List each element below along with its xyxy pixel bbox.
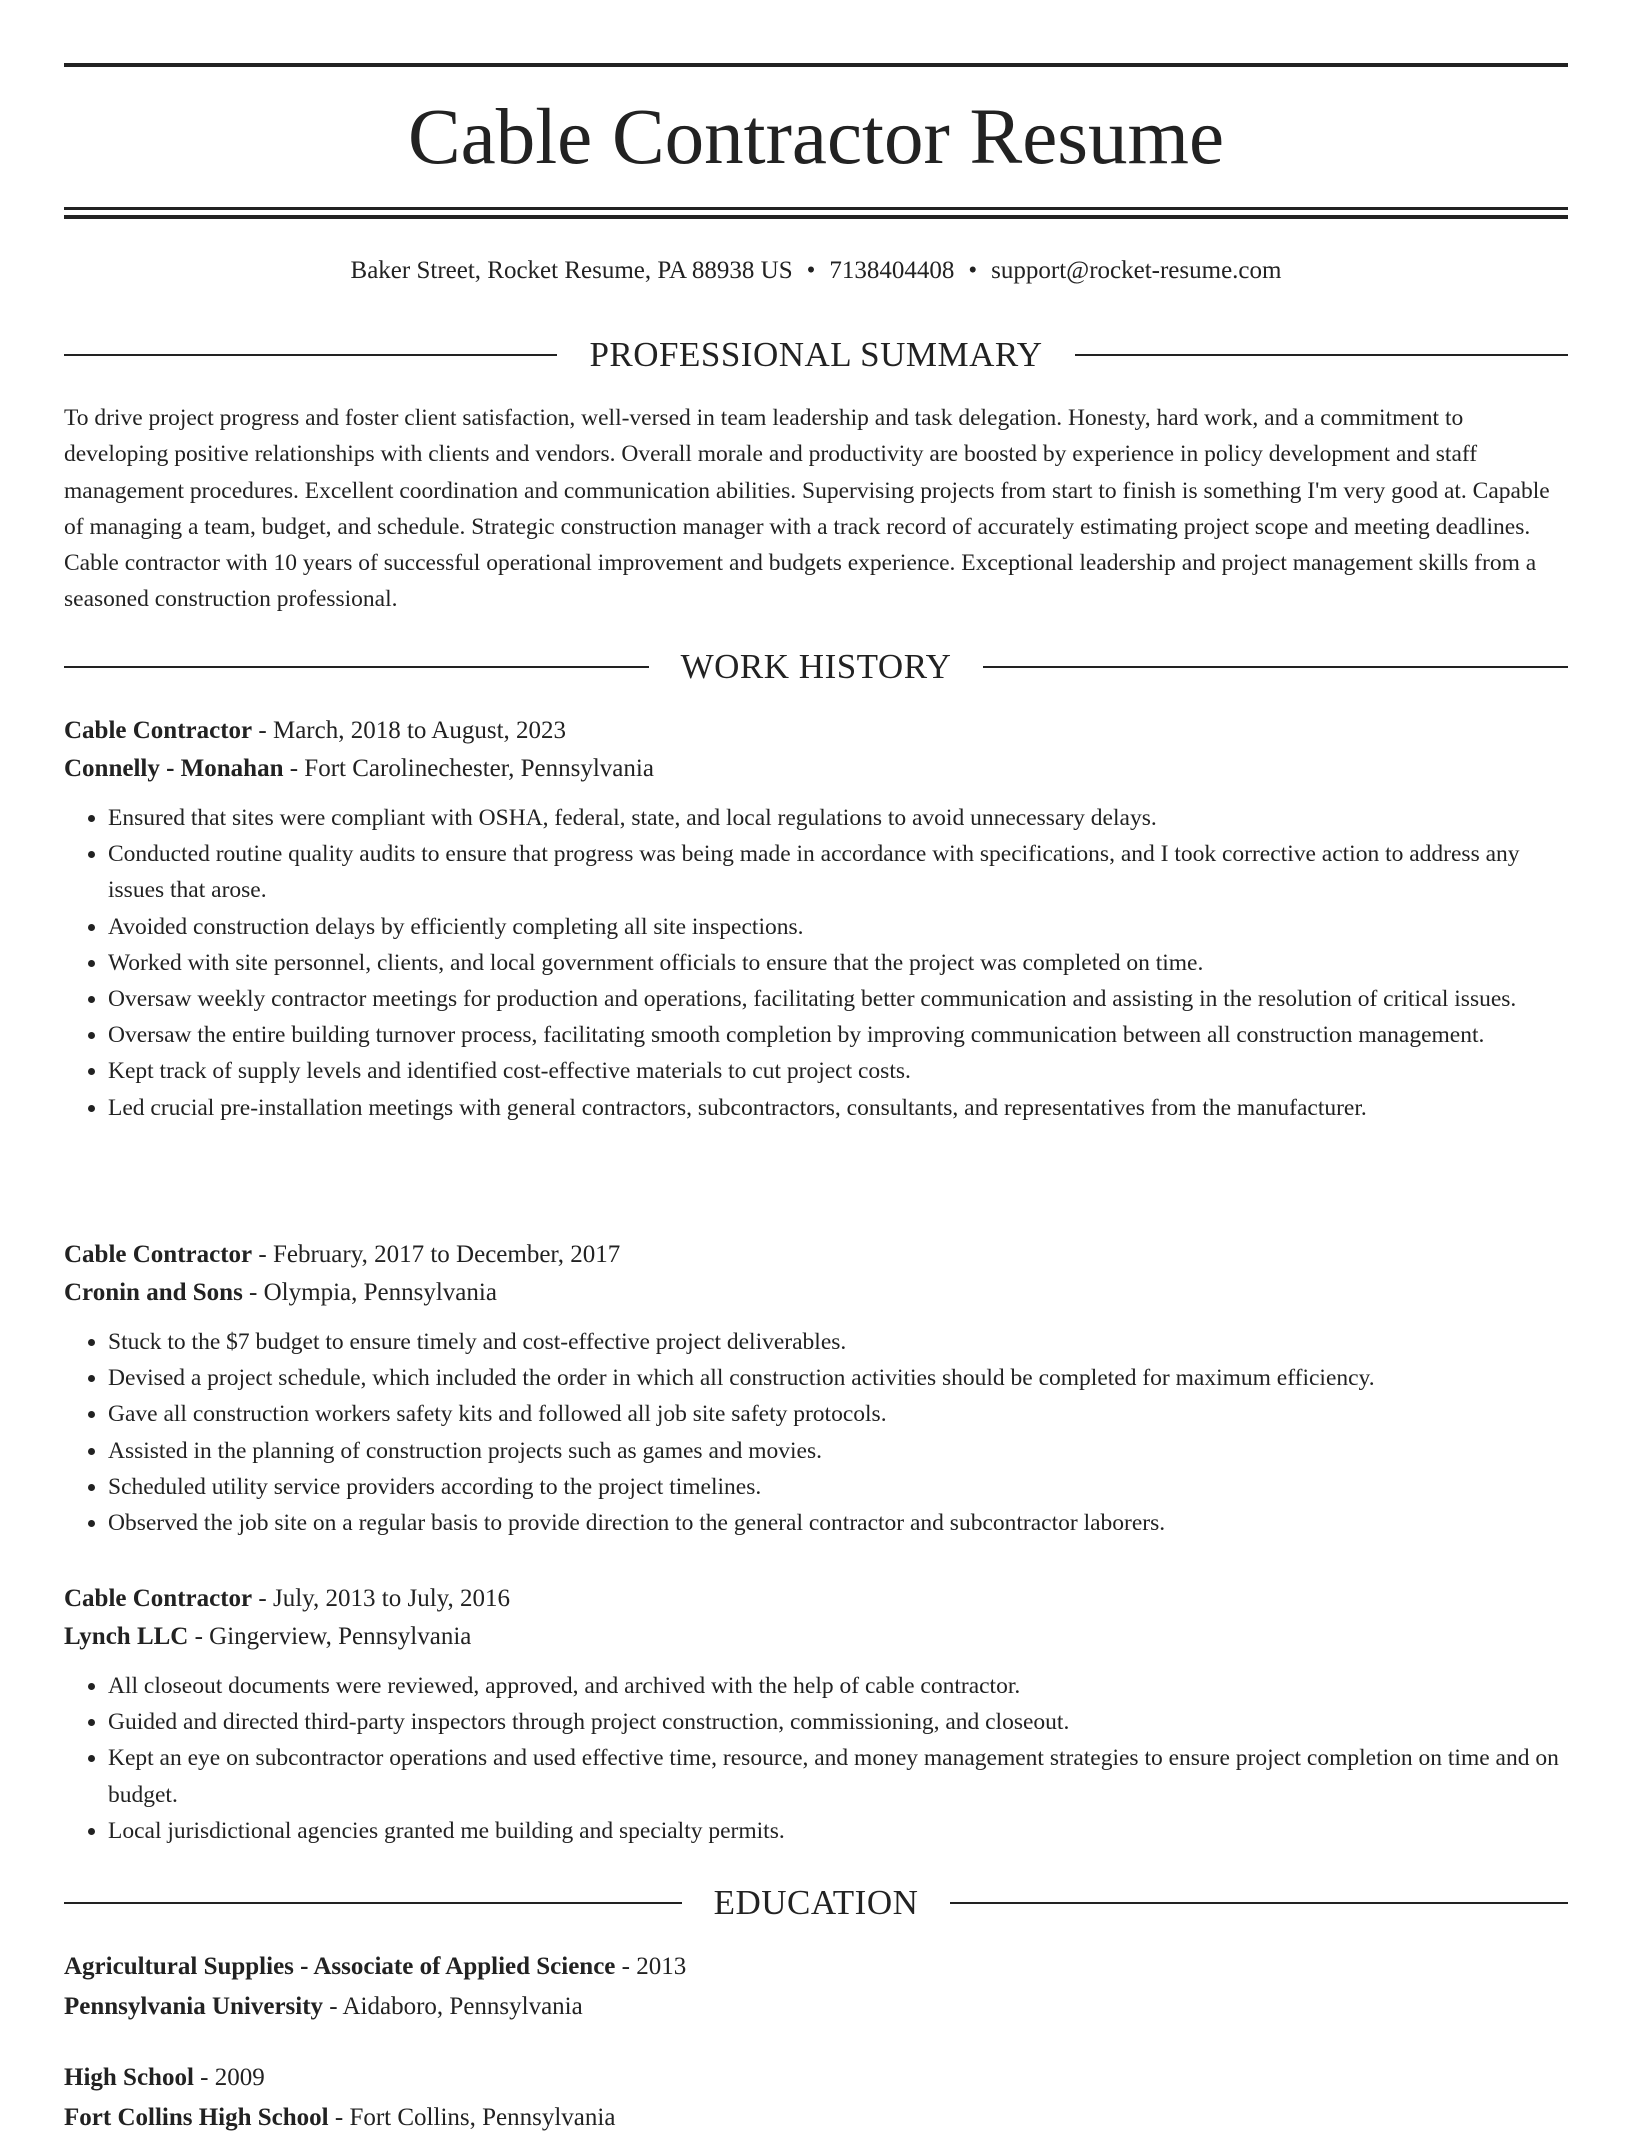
contact-address: Baker Street, Rocket Resume, PA 88938 US — [350, 257, 793, 284]
job-company-line — [64, 750, 1568, 788]
contact-email: support@rocket-resume.com — [991, 257, 1282, 284]
job-title-line — [64, 1236, 1568, 1274]
education-school: Pennsylvania University — [64, 1993, 324, 2020]
job-company-line — [64, 1274, 1568, 1312]
job-dates: - February, 2017 to December, 2017 — [252, 1241, 621, 1268]
duty-item: • Gave all construction workers safety kits and followed all job site safety protocols. — [108, 1396, 1568, 1432]
duty-item: • Kept an eye on subcontractor operations and used effective time, resource, and money management strategies to ensure project completion on time and on budget. — [108, 1740, 1568, 1812]
job-duties — [64, 1668, 1568, 1849]
education-year: - 2009 — [193, 2064, 265, 2091]
job-location: - Olympia, Pennsylvania — [242, 1279, 497, 1306]
work-history-heading-label: WORK HISTORY — [680, 647, 952, 686]
education-location: - Aidaboro, Pennsylvania — [323, 1993, 583, 2020]
job-company-line — [64, 1618, 1568, 1656]
job-location: - Fort Carolinechester, Pennsylvania — [283, 755, 654, 782]
job-duties — [64, 800, 1568, 1126]
contact-separator: • — [968, 257, 978, 284]
job-entry — [64, 1236, 1568, 1541]
contact-separator: • — [806, 257, 816, 284]
job-company: Cronin and Sons — [64, 1279, 243, 1306]
education-location: - Fort Collins, Pennsylvania — [328, 2104, 616, 2131]
contact-phone: 7138404408 — [829, 257, 955, 284]
job-dates: - July, 2013 to July, 2016 — [252, 1585, 511, 1612]
education-school: Fort Collins High School — [64, 2104, 329, 2131]
education-degree-line — [64, 1947, 1568, 1987]
job-company: Connelly - Monahan — [64, 755, 284, 782]
duty-item: • Scheduled utility service providers according to the project timelines. — [108, 1469, 1568, 1505]
title-double-rule — [64, 207, 1568, 219]
job-title: Cable Contractor — [64, 717, 253, 744]
summary-text: To drive project progress and foster client satisfaction, well-versed in team leadership and task delegation. Honesty, hard work, and a commitment to developing positive relationships with clients and vendors. Overall morale and productivity are boosted by experience in policy development and staff management procedures. Excellent coordination and communication abilities. Supervising projects from start to finish is something I'm very good at. Capable of managing a team, budget, and schedule. Strategic construction manager with a track record of accurately estimating project scope and meeting deadlines. Cable contractor with 10 years of successful operational improvement and budgets experience. Exceptional leadership and project management skills from a seasoned construction professional. — [64, 405, 1550, 613]
duty-item: • All closeout documents were reviewed, approved, and archived with the help of cable contractor. — [108, 1668, 1568, 1704]
job-duties — [64, 1324, 1568, 1541]
education-year: - 2013 — [615, 1953, 687, 1980]
duty-item: • Ensured that sites were compliant with OSHA, federal, state, and local regulations to avoid unnecessary delays. — [108, 800, 1568, 836]
job-title-line — [64, 1580, 1568, 1618]
duty-item: • Oversaw the entire building turnover process, facilitating smooth completion by improving communication between all construction management. — [108, 1017, 1568, 1053]
duty-item: • Assisted in the planning of construction projects such as games and movies. — [108, 1433, 1568, 1469]
education-degree: Agricultural Supplies - Associate of Applied Science — [64, 1953, 616, 1980]
summary-heading — [64, 335, 1568, 375]
job-title-line — [64, 712, 1568, 750]
duty-item: • Conducted routine quality audits to ensure that progress was being made in accordance with specifications, and I took corrective action to address any issues that arose. — [108, 836, 1568, 908]
duty-item: • Guided and directed third-party inspectors through project construction, commissioning, and closeout. — [108, 1704, 1568, 1740]
education-heading-label: EDUCATION — [713, 1883, 919, 1922]
duty-item: • Worked with site personnel, clients, and local government officials to ensure that the project was completed on time. — [108, 945, 1568, 981]
duty-item: • Observed the job site on a regular basis to provide direction to the general contractor and subcontractor laborers. — [108, 1505, 1568, 1541]
job-location: - Gingerview, Pennsylvania — [188, 1623, 472, 1650]
education-heading — [64, 1883, 1568, 1923]
summary-heading-label: PROFESSIONAL SUMMARY — [589, 335, 1043, 374]
duty-item: • Avoided construction delays by efficiently completing all site inspections. — [108, 909, 1568, 945]
duty-item: • Stuck to the $7 budget to ensure timely and cost-effective project deliverables. — [108, 1324, 1568, 1360]
education-entry — [64, 1947, 1568, 2027]
page-title: Cable Contractor Resume — [407, 94, 1225, 181]
duty-item: • Devised a project schedule, which included the order in which all construction activities should be completed for maximum efficiency. — [108, 1360, 1568, 1396]
top-rule — [64, 63, 1568, 67]
job-entry — [64, 712, 1568, 1126]
education-entry — [64, 2058, 1568, 2138]
job-company: Lynch LLC — [64, 1623, 189, 1650]
duty-item: • Led crucial pre-installation meetings with general contractors, subcontractors, consultants, and representatives from the manufacturer. — [108, 1090, 1568, 1126]
education-school-line — [64, 2098, 1568, 2138]
education-school-line — [64, 1987, 1568, 2027]
job-title: Cable Contractor — [64, 1241, 253, 1268]
work-history-heading — [64, 647, 1568, 687]
duty-item: • Oversaw weekly contractor meetings for production and operations, facilitating better communication and assisting in the resolution of critical issues. — [108, 981, 1568, 1017]
education-degree-line — [64, 2058, 1568, 2098]
education-degree: High School — [64, 2064, 194, 2091]
job-dates: - March, 2018 to August, 2023 — [252, 717, 567, 744]
job-entry — [64, 1580, 1568, 1849]
job-title: Cable Contractor — [64, 1585, 253, 1612]
contact-line — [64, 256, 1568, 286]
duty-item: • Kept track of supply levels and identified cost-effective materials to cut project costs. — [108, 1053, 1568, 1089]
duty-item: • Local jurisdictional agencies granted me building and specialty permits. — [108, 1813, 1568, 1849]
